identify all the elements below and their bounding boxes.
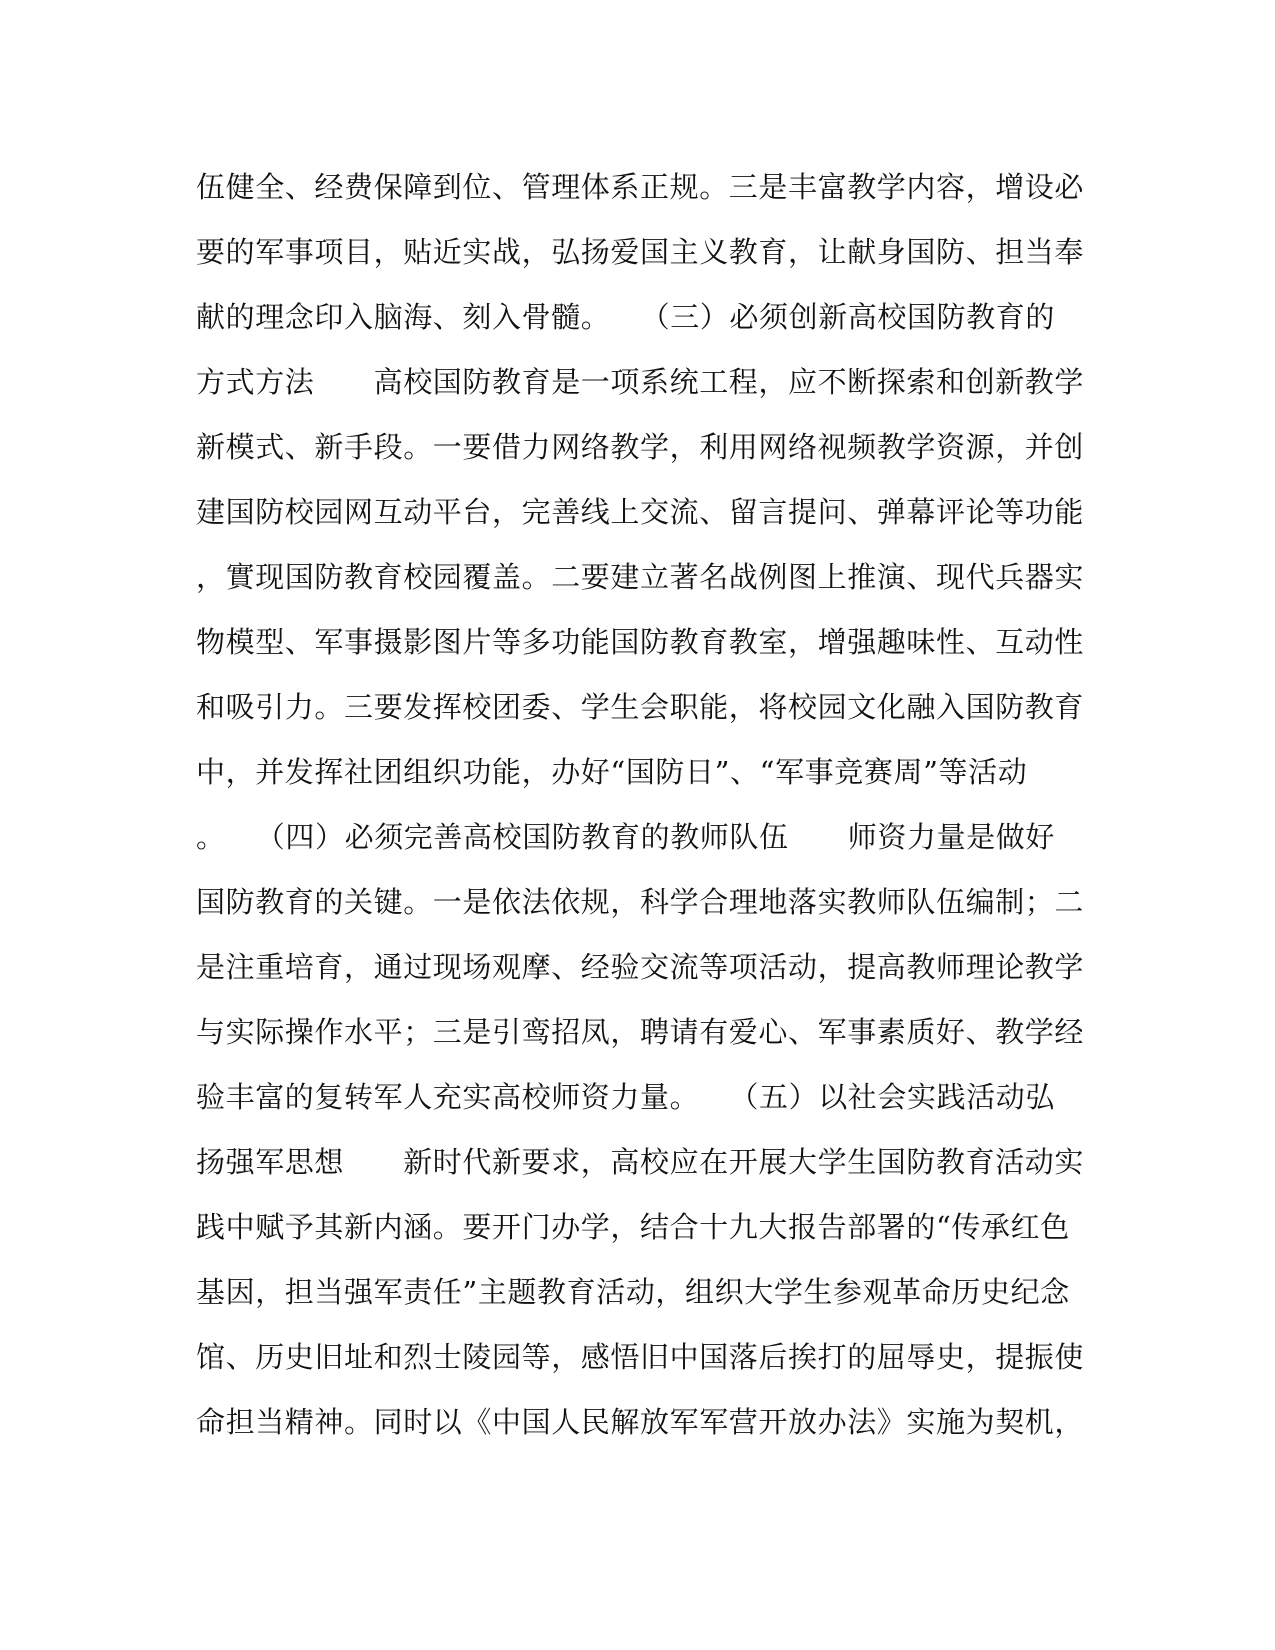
text-line: 扬强军思想 新时代新要求，高校应在开展大学生国防教育活动实 <box>196 1145 1085 1179</box>
body-text <box>196 155 1085 1455</box>
text-line: 方式方法 高校国防教育是一项系统工程，应不断探索和创新教学 <box>196 365 1085 399</box>
text-line: 国防教育的关键。一是依法依规，科学合理地落实教师队伍编制；二 <box>196 885 1085 919</box>
text-line: 基因，担当强军责任”主题教育活动，组织大学生参观革命历史纪念 <box>196 1275 1070 1309</box>
text-line: 物模型、军事摄影图片等多功能国防教育教室，增强趣味性、互动性 <box>196 625 1085 659</box>
text-line: 要的军事项目，贴近实战，弘扬爱国主义教育，让献身国防、担当奉 <box>196 235 1085 269</box>
text-line: 馆、历史旧址和烈士陵园等，感悟旧中国落后挨打的屈辱史，提振使 <box>196 1340 1085 1374</box>
text-line: 践中赋予其新内涵。要开门办学，结合十九大报告部署的“传承红色 <box>196 1210 1070 1244</box>
text-line: 是注重培育，通过现场观摩、经验交流等项活动，提高教师理论教学 <box>196 950 1085 984</box>
text-line: 与实际操作水平；三是引鸾招凤，聘请有爱心、军事素质好、教学经 <box>196 1015 1085 1049</box>
text-line: 新模式、新手段。一要借力网络教学，利用网络视频教学资源，并创 <box>196 430 1085 464</box>
text-line: 伍健全、经费保障到位、管理体系正规。三是丰富教学内容，增设必 <box>196 170 1085 204</box>
text-line: 建国防校园网互动平台，完善线上交流、留言提问、弹幕评论等功能 <box>196 495 1085 529</box>
text-line: 中，并发挥社团组织功能，办好“国防日”、“军事竞赛周”等活动 <box>196 755 1028 789</box>
text-line: 命担当精神。同时以《中国人民解放军军营开放办法》实施为契机， <box>196 1405 1085 1439</box>
text-line: 。 （四）必须完善高校国防教育的教师队伍 师资力量是做好 <box>196 820 1056 854</box>
text-line: 献的理念印入脑海、刻入骨髓。 （三）必须创新高校国防教育的 <box>196 300 1056 334</box>
text-line: 和吸引力。三要发挥校团委、学生会职能，将校园文化融入国防教育 <box>196 690 1085 724</box>
text-line: 验丰富的复转军人充实高校师资力量。 （五）以社会实践活动弘 <box>196 1080 1056 1114</box>
text-line: ，實现国防教育校园覆盖。二要建立著名战例图上推演、现代兵器实 <box>196 560 1085 594</box>
